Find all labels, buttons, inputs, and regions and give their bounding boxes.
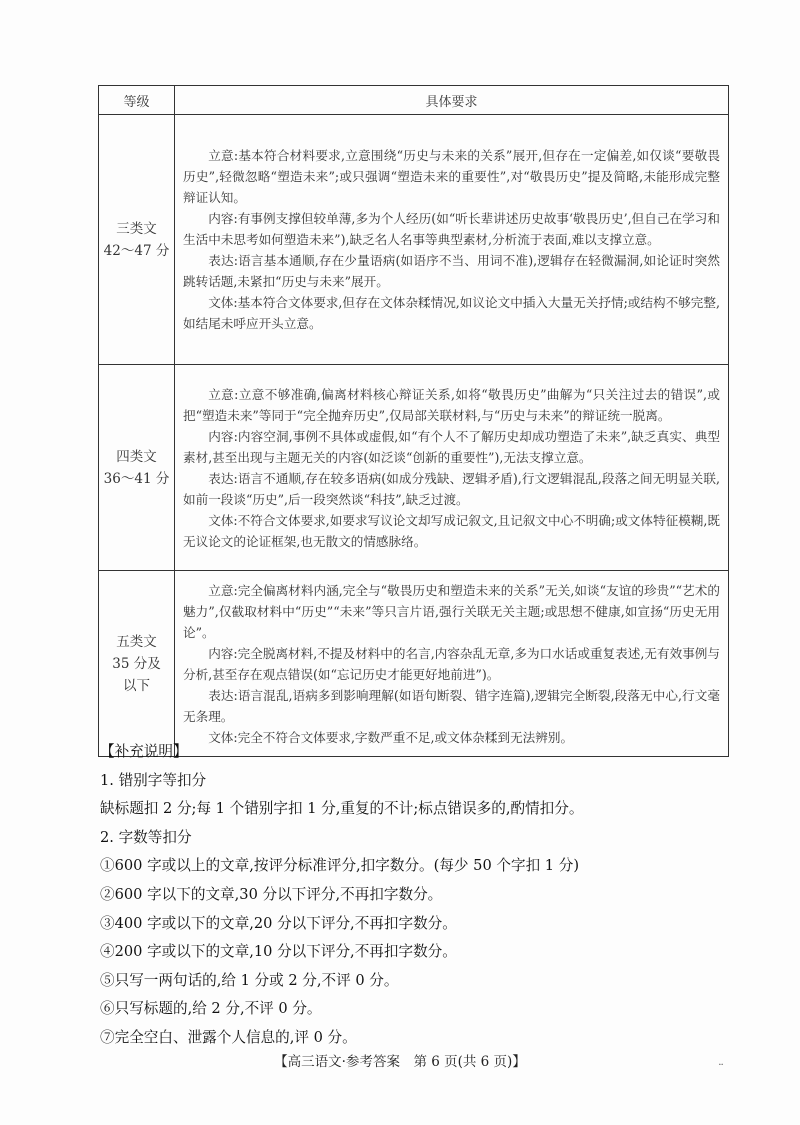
grading-rubric-table bbox=[98, 85, 729, 757]
grade-score-suffix: 以下 bbox=[123, 677, 150, 694]
supplementary-notes bbox=[100, 738, 740, 1053]
list-item: ③400 字或以下的文章,20 分以下评分,不再扣字数分。 bbox=[100, 914, 457, 932]
section-title: 2. 字数等扣分 bbox=[100, 828, 192, 846]
table-row bbox=[99, 365, 729, 571]
table-header-row bbox=[99, 86, 729, 115]
requirement-paragraph: 内容:完全脱离材料,不提及材料中的名言,内容杂乱无章,多为口水话或重复表述,无有效事例与分析,甚至存在观点错误(如“忘记历史才能更好地前进”)。 bbox=[183, 645, 720, 682]
page-footer: 【高三语文·参考答案 第 6 页(共 6 页)】 bbox=[274, 1054, 526, 1070]
list-item: ⑤只写一两句话的,给 1 分或 2 分,不评 0 分。 bbox=[100, 971, 399, 989]
list-item: ④200 字或以下的文章,10 分以下评分,不再扣字数分。 bbox=[100, 943, 457, 961]
requirement-paragraph: 文体:不符合文体要求,如要求写议论文却写成记叙文,且记叙文中心不明确;或文体特征模糊,既无议论文的论证框架,也无散文的情感脉络。 bbox=[183, 512, 720, 549]
requirement-paragraph: 内容:有事例支撑但较单薄,多为个人经历(如“听长辈讲述历史故事‘敬畏历史’,但自己在学习和生活中未思考如何塑造未来”),缺乏名人名事等典型素材,分析流于表面,难以支撑立意。 bbox=[183, 211, 720, 247]
scan-mark: ¨ bbox=[718, 1062, 724, 1076]
requirement-paragraph: 立意:完全偏离材料内涵,完全与“敬畏历史和塑造未来的关系”无关,如谈“友谊的珍贵”“艺术的魅力”,仅截取材料中“历史”“未来”等只言片语,强行关联无关主题;或思想不健康,如宣扬“历史无用论”。 bbox=[183, 582, 720, 640]
notes-title: 【补充说明】 bbox=[100, 743, 188, 760]
requirement-paragraph: 文体:完全不符合文体要求,字数严重不足,或文体杂糅到无法辨别。 bbox=[208, 729, 574, 745]
requirements-cell bbox=[175, 571, 729, 757]
grade-label: 五类文 bbox=[116, 633, 157, 650]
requirement-paragraph: 表达:语言混乱,语病多到影响理解(如语句断裂、错字连篇),逻辑完全断裂,段落无中心,行文毫无条理。 bbox=[183, 687, 720, 724]
requirement-paragraph: 表达:语言不通顺,存在较多语病(如成分残缺、逻辑矛盾),行文逻辑混乱,段落之间无明显关联,如前一段谈“历史”,后一段突然谈“科技”,缺乏过渡。 bbox=[183, 470, 720, 507]
requirements-cell bbox=[175, 115, 729, 365]
grade-cell bbox=[99, 365, 175, 571]
section-title: 1. 错别字等扣分 bbox=[100, 771, 207, 789]
grade-column-header: 等级 bbox=[99, 86, 175, 115]
grade-score: 35 分及 bbox=[112, 655, 161, 672]
requirement-paragraph: 文体:基本符合文体要求,但存在文体杂糅情况,如议论文中插入大量无关抒情;或结构不够完整,如结尾未呼应开头立意。 bbox=[183, 295, 720, 331]
requirements-cell bbox=[175, 365, 729, 571]
grade-label: 四类文 bbox=[116, 448, 157, 465]
grade-label: 三类文 bbox=[116, 220, 157, 237]
grade-score: 36～41 分 bbox=[103, 470, 170, 487]
grade-score: 42～47 分 bbox=[103, 242, 170, 259]
list-item: ①600 字或以上的文章,按评分标准评分,扣字数分。(每少 50 个字扣 1 分) bbox=[100, 857, 580, 875]
list-item: ⑥只写标题的,给 2 分,不评 0 分。 bbox=[100, 1000, 322, 1018]
requirement-paragraph: 立意:立意不够准确,偏离材料核心辩证关系,如将“敬畏历史”曲解为“只关注过去的错误”,或把“塑造未来”等同于“完全抛弃历史”,仅局部关联材料,与“历史与未来”的辩证统一脱离。 bbox=[183, 386, 720, 423]
list-item: ②600 字以下的文章,30 分以下评分,不再扣字数分。 bbox=[100, 885, 443, 903]
requirements-column-header: 具体要求 bbox=[175, 86, 729, 115]
requirement-paragraph: 立意:基本符合材料要求,立意围绕“历史与未来的关系”展开,但存在一定偏差,如仅谈“要敬畏历史”,轻微忽略“塑造未来”;或只强调“塑造未来的重要性”,对“敬畏历史”提及简略,未能形成完整辩证认知。 bbox=[183, 148, 720, 205]
section-text: 缺标题扣 2 分;每 1 个错别字扣 1 分,重复的不计;标点错误多的,酌情扣分。 bbox=[100, 800, 584, 818]
table-row bbox=[99, 571, 729, 757]
list-item: ⑦完全空白、泄露个人信息的,评 0 分。 bbox=[100, 1028, 357, 1046]
requirement-paragraph: 内容:内容空洞,事例不具体或虚假,如“有个人不了解历史却成功塑造了未来”,缺乏真实、典型素材,甚至出现与主题无关的内容(如泛谈“创新的重要性”),无法支撑立意。 bbox=[183, 428, 720, 465]
table-row bbox=[99, 115, 729, 365]
grade-cell bbox=[99, 115, 175, 365]
requirement-paragraph: 表达:语言基本通顺,存在少量语病(如语序不当、用词不准),逻辑存在轻微漏洞,如论证时突然跳转话题,未紧扣“历史与未来”展开。 bbox=[183, 253, 720, 289]
grade-cell bbox=[99, 571, 175, 757]
